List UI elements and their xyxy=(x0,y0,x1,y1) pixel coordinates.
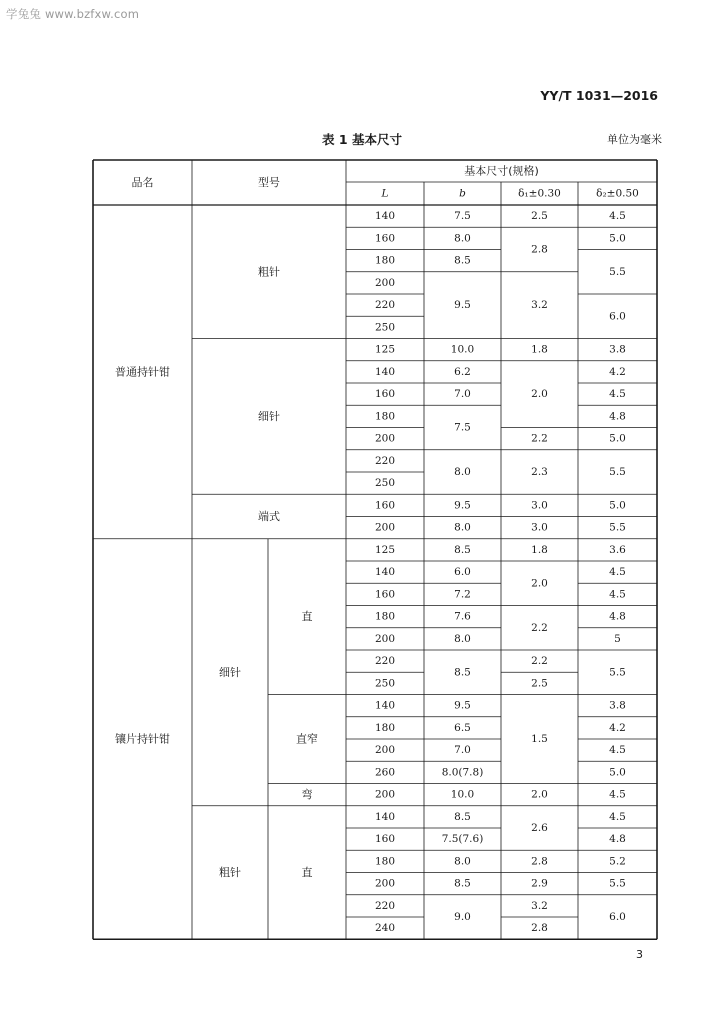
cell-delta2: 5.0 xyxy=(609,232,626,245)
cell-b: 8.5 xyxy=(454,810,471,823)
cell-L: 140 xyxy=(374,566,396,579)
cell-b: 8.5 xyxy=(454,666,471,679)
cell-delta2: 4.2 xyxy=(609,721,626,734)
standard-number: YY/T 1031—2016 xyxy=(540,88,658,103)
cell-b: 8.5 xyxy=(454,254,471,267)
cell-L: 160 xyxy=(374,232,396,245)
page-number: 3 xyxy=(636,948,643,961)
cell-b: 8.5 xyxy=(454,543,471,556)
cell-b: 7.5 xyxy=(454,421,471,434)
cell-L: 140 xyxy=(374,210,396,223)
cell-L: 250 xyxy=(374,477,396,490)
cell-delta1: 1.8 xyxy=(531,543,548,556)
cell-L: 260 xyxy=(374,766,396,779)
cell-delta2: 4.8 xyxy=(609,410,626,423)
cell-L: 180 xyxy=(374,410,396,423)
header-delta2: δ₂±0.50 xyxy=(596,187,639,200)
cell-delta2: 4.2 xyxy=(609,365,626,378)
cell-L: 180 xyxy=(374,721,396,734)
cell-L: 200 xyxy=(374,521,396,534)
cell-b: 8.0 xyxy=(454,855,471,868)
cell-delta2: 4.5 xyxy=(609,588,626,601)
cell-L: 200 xyxy=(374,877,396,890)
model-cell: 细针 xyxy=(219,665,241,679)
cell-b: 6.5 xyxy=(454,721,471,734)
cell-b: 8.0 xyxy=(454,466,471,478)
subtype-cell: 弯 xyxy=(301,788,313,802)
cell-delta1: 2.6 xyxy=(531,822,548,834)
cell-delta2: 4.8 xyxy=(609,833,626,846)
cell-L: 200 xyxy=(374,432,396,445)
cell-delta2: 5.2 xyxy=(609,855,626,868)
cell-L: 220 xyxy=(374,655,396,668)
cell-L: 250 xyxy=(374,321,396,334)
cell-b: 9.5 xyxy=(454,299,471,312)
cell-delta2: 4.8 xyxy=(609,610,626,623)
cell-delta1: 2.8 xyxy=(531,855,548,868)
cell-L: 125 xyxy=(374,543,396,556)
cell-delta1: 3.0 xyxy=(531,521,548,534)
cell-L: 220 xyxy=(374,454,396,467)
cell-L: 200 xyxy=(374,744,396,757)
cell-L: 180 xyxy=(374,855,396,868)
cell-delta1: 3.2 xyxy=(531,899,548,912)
watermark: 学兔兔 www.bzfxw.com xyxy=(6,7,140,21)
cell-b: 8.0 xyxy=(454,232,471,245)
cell-delta1: 2.0 xyxy=(531,788,548,801)
cell-delta2: 4.5 xyxy=(609,744,626,757)
subtype-cell: 直 xyxy=(301,610,313,624)
cell-L: 180 xyxy=(374,254,396,267)
cell-delta1: 3.2 xyxy=(531,299,548,312)
cell-delta1: 2.2 xyxy=(531,432,548,445)
header-L: L xyxy=(381,187,389,200)
cell-delta2: 5.0 xyxy=(609,499,626,512)
model-cell: 端式 xyxy=(258,510,280,523)
product-name: 镶片持针钳 xyxy=(115,732,170,746)
subtype-cell: 直窄 xyxy=(296,732,318,746)
cell-b: 8.0(7.8) xyxy=(441,766,484,779)
cell-delta2: 5.5 xyxy=(609,666,626,679)
cell-delta2: 4.5 xyxy=(609,210,626,223)
cell-L: 160 xyxy=(374,388,396,401)
table-title: 表 1 基本尺寸 xyxy=(322,132,402,147)
cell-delta2: 3.8 xyxy=(609,699,626,712)
cell-delta2: 5.0 xyxy=(609,766,626,779)
subtype-cell: 直 xyxy=(301,866,313,879)
cell-b: 7.6 xyxy=(454,610,471,623)
cell-L: 160 xyxy=(374,833,396,846)
cell-delta2: 4.5 xyxy=(609,566,626,579)
cell-L: 180 xyxy=(374,610,396,623)
cell-delta2: 6.0 xyxy=(609,310,626,323)
header-basic-dimension: 基本尺寸(规格) xyxy=(464,164,539,178)
cell-L: 140 xyxy=(374,365,396,378)
cell-L: 160 xyxy=(374,499,396,512)
cell-L: 160 xyxy=(374,588,396,601)
cell-delta2: 3.8 xyxy=(609,343,626,356)
unit-note: 单位为毫米 xyxy=(607,133,662,146)
header-delta1: δ₁±0.30 xyxy=(518,187,561,200)
cell-delta1: 2.8 xyxy=(531,922,548,935)
header-product: 品名 xyxy=(131,176,154,189)
cell-b: 7.2 xyxy=(454,588,471,601)
cell-L: 200 xyxy=(374,788,396,801)
cell-delta2: 4.5 xyxy=(609,810,626,823)
header-model: 型号 xyxy=(258,176,280,189)
model-cell: 粗针 xyxy=(258,265,280,279)
cell-L: 200 xyxy=(374,276,396,289)
cell-delta1: 2.8 xyxy=(531,243,548,256)
cell-delta1: 2.2 xyxy=(531,655,548,668)
cell-delta2: 5.5 xyxy=(609,466,626,478)
cell-delta2: 5.5 xyxy=(609,877,626,890)
cell-delta2: 3.6 xyxy=(609,543,626,556)
cell-delta1: 2.3 xyxy=(531,466,548,478)
cell-L: 140 xyxy=(374,699,396,712)
cell-delta2: 4.5 xyxy=(609,788,626,801)
cell-b: 10.0 xyxy=(450,788,475,801)
cell-delta1: 2.2 xyxy=(531,621,548,634)
cell-b: 6.2 xyxy=(454,365,471,378)
cell-L: 250 xyxy=(374,677,396,690)
cell-L: 200 xyxy=(374,632,396,645)
cell-b: 8.0 xyxy=(454,521,471,534)
cell-b: 10.0 xyxy=(450,343,475,356)
cell-L: 240 xyxy=(374,922,396,935)
header-b: b xyxy=(459,187,466,200)
cell-b: 7.5 xyxy=(454,210,471,223)
cell-b: 7.5(7.6) xyxy=(441,833,484,846)
model-cell: 细针 xyxy=(258,409,280,423)
cell-b: 9.5 xyxy=(454,699,471,712)
cell-delta1: 3.0 xyxy=(531,499,548,512)
cell-b: 6.0 xyxy=(454,566,471,579)
cell-delta2: 5.0 xyxy=(609,432,626,445)
cell-L: 140 xyxy=(374,810,396,823)
cell-delta2: 5 xyxy=(614,632,621,645)
cell-delta2: 5.5 xyxy=(609,521,626,534)
cell-delta2: 5.5 xyxy=(609,265,626,278)
cell-b: 9.5 xyxy=(454,499,471,512)
model-cell: 粗针 xyxy=(219,866,241,879)
cell-L: 220 xyxy=(374,299,396,312)
cell-delta2: 6.0 xyxy=(609,911,626,923)
cell-b: 8.0 xyxy=(454,632,471,645)
cell-delta1: 2.9 xyxy=(531,877,548,890)
cell-L: 125 xyxy=(374,343,396,356)
product-name: 普通持针钳 xyxy=(115,365,170,379)
cell-L: 220 xyxy=(374,899,396,912)
cell-b: 9.0 xyxy=(454,911,471,923)
cell-delta2: 4.5 xyxy=(609,388,626,401)
cell-delta1: 2.5 xyxy=(531,677,548,690)
cell-b: 8.5 xyxy=(454,877,471,890)
cell-b: 7.0 xyxy=(454,388,471,401)
cell-b: 7.0 xyxy=(454,744,471,757)
cell-delta1: 2.0 xyxy=(531,388,548,401)
cell-delta1: 2.0 xyxy=(531,577,548,590)
cell-delta1: 1.8 xyxy=(531,343,548,356)
cell-delta1: 2.5 xyxy=(531,210,548,223)
cell-delta1: 1.5 xyxy=(531,733,548,745)
